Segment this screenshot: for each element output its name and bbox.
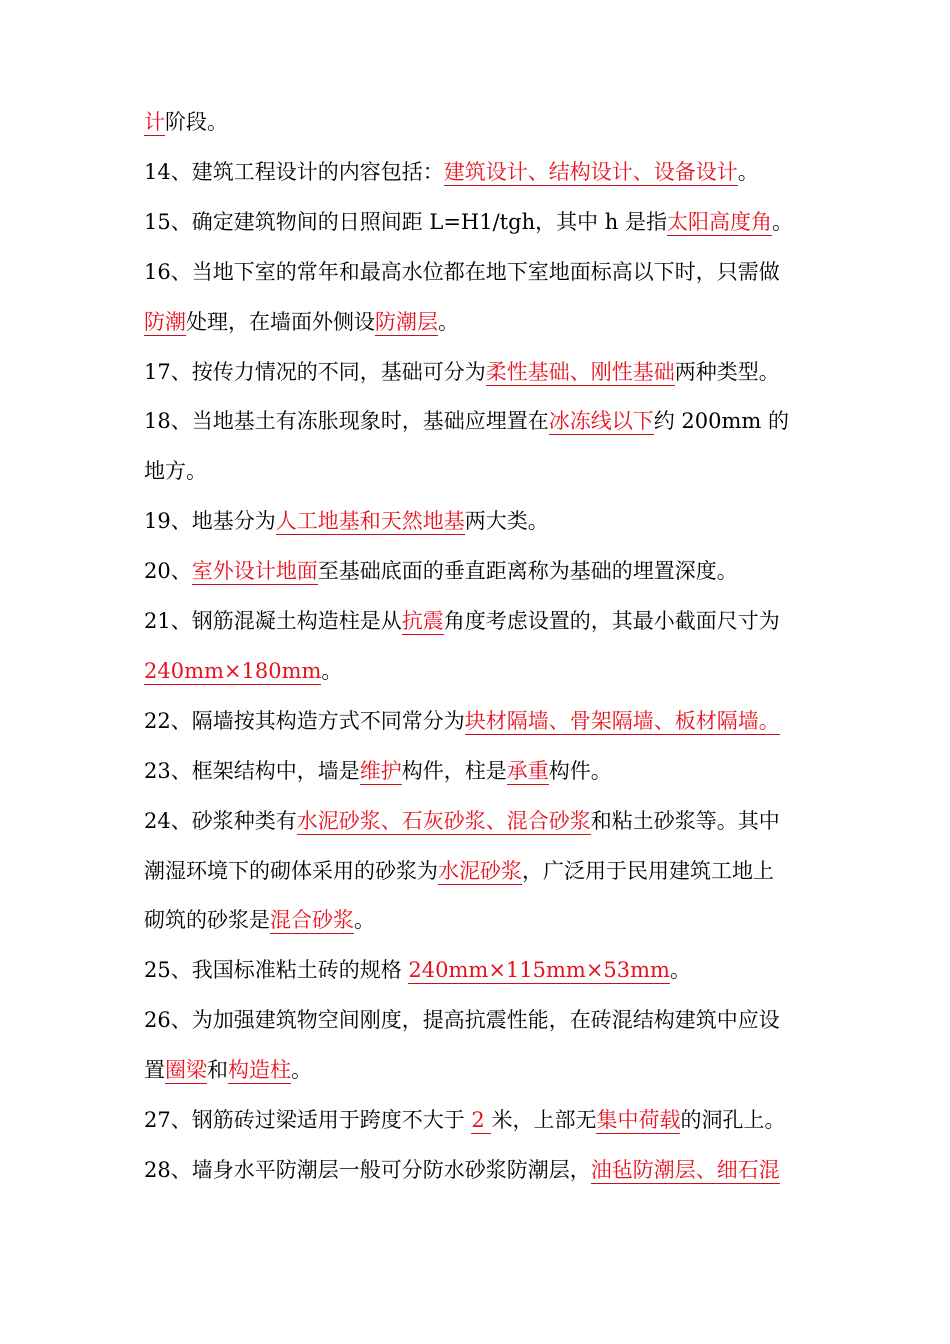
text-line	[144, 855, 824, 887]
answer-text: 240mm×180mm	[144, 658, 322, 683]
text-line	[144, 106, 824, 138]
question-text: 砌筑的砂浆是	[144, 908, 270, 933]
text-line	[144, 755, 824, 787]
text-line	[144, 904, 824, 936]
question-text: 地方。	[144, 459, 207, 484]
text-line	[144, 655, 824, 687]
question-text: 潮湿环境下的砌体采用的砂浆为	[144, 858, 438, 883]
question-text: 至基础底面的垂直距离称为基础的埋置深度。	[317, 559, 738, 584]
answer-text: 柔性基础、刚性基础	[485, 359, 675, 384]
answer-text: 室外设计地面	[191, 559, 318, 584]
question-text: 17、按传力情况的不同，基础可分为	[144, 359, 486, 384]
question-text: 构件。	[548, 758, 612, 783]
question-text: 的洞孔上。	[680, 1108, 786, 1132]
question-text: 。	[669, 958, 691, 983]
answer-text: 混合砂浆	[270, 908, 354, 933]
question-text: 28、墙身水平防潮层一般可分防水砂浆防潮层，	[144, 1157, 591, 1182]
question-text: ，广泛用于民用建筑工地上	[522, 858, 774, 883]
text-line	[144, 705, 824, 737]
answer-text: 240mm×115mm×53mm	[408, 958, 670, 983]
answer-text: 防潮层	[375, 309, 438, 334]
question-text: 24、砂浆种类有	[144, 808, 297, 833]
answer-text: 块材隔墙、骨架隔墙、板材隔墙。	[464, 708, 780, 733]
text-line	[144, 954, 824, 986]
question-text: 处理，在墙面外侧设	[186, 309, 375, 334]
answer-text: 太阳高度角	[666, 209, 772, 234]
question-text: 和粘土砂浆等。其中	[590, 808, 780, 833]
text-line	[144, 156, 824, 188]
text-line	[144, 1054, 824, 1086]
answer-text: 防潮	[144, 309, 186, 334]
text-line	[144, 805, 824, 837]
question-text: 角度考虑设置的，其最小截面尺寸为	[443, 609, 780, 633]
answer-text: 油毡防潮层、细石混	[590, 1157, 780, 1182]
answer-text: 构造柱	[228, 1058, 291, 1083]
text-line	[144, 206, 824, 238]
text-line	[144, 1154, 824, 1186]
question-text: 26、为加强建筑物空间刚度，提高抗震性能，在砖混结构建筑中应设	[144, 1008, 780, 1033]
text-line	[144, 356, 824, 388]
question-text: 。	[737, 159, 759, 184]
question-text: 23、框架结构中，墙是	[144, 758, 360, 783]
question-text: 21、钢筋混凝土构造柱是从	[144, 609, 402, 633]
text-line	[144, 555, 824, 587]
text-line	[144, 405, 824, 437]
answer-text: 承重	[506, 758, 549, 783]
question-text: 16、当地下室的常年和最高水位都在地下室地面标高以下时，只需做	[144, 259, 780, 284]
text-line	[144, 256, 824, 288]
question-text: 阶段。	[165, 110, 228, 134]
answer-text: 计	[144, 110, 165, 134]
text-line	[144, 1104, 824, 1136]
question-text: 。	[354, 908, 375, 933]
answer-text: 集中荷载	[596, 1108, 681, 1132]
question-text: 构件，柱是	[401, 758, 507, 783]
question-text: 22、隔墙按其构造方式不同常分为	[144, 708, 465, 733]
question-text: 。	[438, 309, 459, 334]
question-text: 置	[144, 1058, 165, 1083]
answer-text: 圈梁	[165, 1058, 207, 1083]
question-text: 19、地基分为	[144, 509, 276, 534]
text-line	[144, 455, 824, 487]
answer-text: 建筑设计、结构设计、设备设计	[443, 159, 738, 184]
question-text: 18、当地基土有冻胀现象时，基础应埋置在	[144, 409, 549, 434]
question-text: 米，上部无	[491, 1108, 597, 1132]
question-text: 两大类。	[464, 509, 549, 534]
question-text: 15、确定建筑物间的日照间距 L=H1/tgh，其中 h 是指	[144, 209, 667, 234]
question-text: 和	[207, 1058, 228, 1083]
text-line	[144, 306, 824, 338]
question-text: 14、建筑工程设计的内容包括：	[144, 159, 444, 184]
question-text: 约 200mm 的	[653, 409, 789, 434]
answer-text: 抗震	[401, 609, 444, 633]
answer-text: 人工地基和天然地基	[275, 509, 465, 534]
text-line	[144, 1004, 824, 1036]
answer-text: 维护	[359, 758, 402, 783]
answer-text: 水泥砂浆、石灰砂浆、混合砂浆	[296, 808, 591, 833]
question-text: 20、	[144, 559, 192, 584]
question-text: 。	[321, 658, 343, 683]
question-text: 。	[771, 209, 793, 234]
answer-text: 冰冻线以下	[548, 409, 654, 434]
question-text: 25、我国标准粘土砖的规格	[144, 958, 409, 983]
text-line	[144, 505, 824, 537]
question-text: 。	[291, 1058, 312, 1083]
answer-text: 水泥砂浆	[438, 858, 522, 883]
question-text: 两种类型。	[674, 359, 780, 384]
question-text: 27、钢筋砖过梁适用于跨度不大于	[144, 1108, 472, 1132]
text-line	[144, 605, 824, 637]
answer-text: 2	[471, 1108, 492, 1132]
